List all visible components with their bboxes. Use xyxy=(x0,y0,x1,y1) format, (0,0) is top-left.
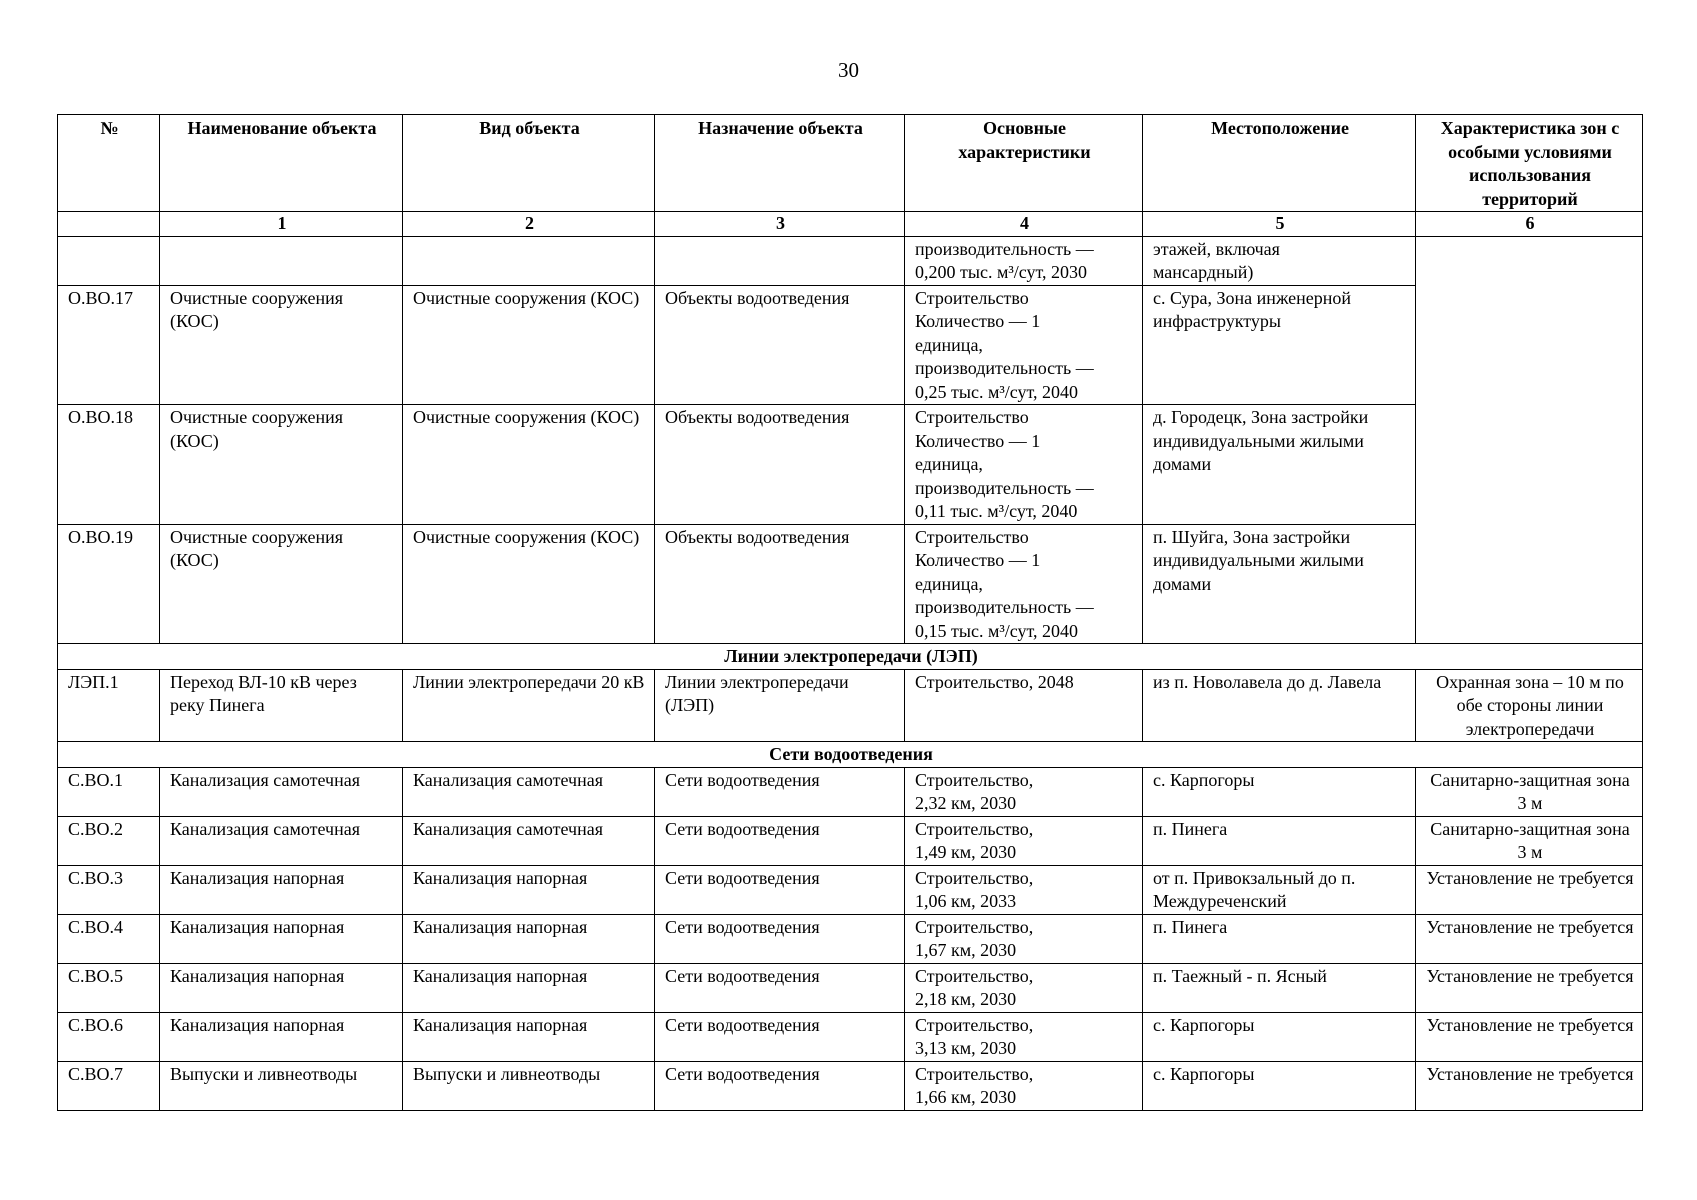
cell-zone: Установление не требуется xyxy=(1416,865,1643,914)
cell-name: Выпуски и ливнеотводы xyxy=(160,1061,403,1110)
cell-characteristics: Строительство, 1,66 км, 2030 xyxy=(905,1061,1143,1110)
cell-number xyxy=(58,236,160,285)
cell-zone: Установление не требуется xyxy=(1416,914,1643,963)
cell-location: п. Таежный - п. Ясный xyxy=(1143,963,1416,1012)
cell-type: Канализация самотечная xyxy=(403,767,655,816)
cell-location: этажей, включая мансардный) xyxy=(1143,236,1416,285)
header-location: Местоположение xyxy=(1143,115,1416,212)
section-title-sewer-networks: Сети водоотведения xyxy=(58,742,1643,768)
cell-characteristics: Строительство Количество — 1 единица, производительность — 0,25 тыс. м³/сут, 2040 xyxy=(905,285,1143,405)
column-number: 6 xyxy=(1416,212,1643,237)
table-row xyxy=(58,405,1643,525)
header-zones: Характеристика зон с особыми условиями использования территорий xyxy=(1416,115,1643,212)
cell-zone: Установление не требуется xyxy=(1416,1012,1643,1061)
cell-name: Канализация напорная xyxy=(160,963,403,1012)
cell-number: О.ВО.17 xyxy=(58,285,160,405)
cell-name xyxy=(160,236,403,285)
column-numbers-row xyxy=(58,212,1643,237)
cell-name: Переход ВЛ-10 кВ через реку Пинега xyxy=(160,669,403,742)
section-row xyxy=(58,742,1643,768)
cell-purpose xyxy=(655,236,905,285)
cell-location: с. Карпогоры xyxy=(1143,1061,1416,1110)
column-number xyxy=(58,212,160,237)
cell-name: Канализация самотечная xyxy=(160,767,403,816)
column-number: 1 xyxy=(160,212,403,237)
cell-location: из п. Новолавела до д. Лавела xyxy=(1143,669,1416,742)
cell-characteristics: Строительство Количество — 1 единица, производительность — 0,15 тыс. м³/сут, 2040 xyxy=(905,524,1143,644)
cell-name: Канализация напорная xyxy=(160,914,403,963)
cell-type: Очистные сооружения (КОС) xyxy=(403,285,655,405)
cell-type: Очистные сооружения (КОС) xyxy=(403,405,655,525)
cell-characteristics: Строительство, 2,18 км, 2030 xyxy=(905,963,1143,1012)
header-object-type: Вид объекта xyxy=(403,115,655,212)
cell-purpose: Сети водоотведения xyxy=(655,1012,905,1061)
cell-zone: Санитарно-защитная зона 3 м xyxy=(1416,816,1643,865)
cell-purpose: Сети водоотведения xyxy=(655,1061,905,1110)
cell-purpose: Линии электропередачи (ЛЭП) xyxy=(655,669,905,742)
cell-number: С.ВО.4 xyxy=(58,914,160,963)
header-row xyxy=(58,115,1643,212)
cell-location: с. Карпогоры xyxy=(1143,1012,1416,1061)
cell-number: С.ВО.5 xyxy=(58,963,160,1012)
table-row xyxy=(58,524,1643,644)
section-title-power-lines: Линии электропередачи (ЛЭП) xyxy=(58,644,1643,670)
header-object-purpose: Назначение объекта xyxy=(655,115,905,212)
table-row xyxy=(58,963,1643,1012)
cell-type: Канализация напорная xyxy=(403,914,655,963)
table-row xyxy=(58,1012,1643,1061)
table-row xyxy=(58,669,1643,742)
cell-number: С.ВО.1 xyxy=(58,767,160,816)
cell-characteristics: Строительство, 2048 xyxy=(905,669,1143,742)
cell-type: Канализация самотечная xyxy=(403,816,655,865)
cell-number: С.ВО.3 xyxy=(58,865,160,914)
cell-characteristics: Строительство Количество — 1 единица, производительность — 0,11 тыс. м³/сут, 2040 xyxy=(905,405,1143,525)
cell-zone: Установление не требуется xyxy=(1416,963,1643,1012)
column-number: 3 xyxy=(655,212,905,237)
cell-number: О.ВО.18 xyxy=(58,405,160,525)
cell-zone: Санитарно-защитная зона 3 м xyxy=(1416,767,1643,816)
table-row xyxy=(58,767,1643,816)
cell-number: ЛЭП.1 xyxy=(58,669,160,742)
cell-zone-merged xyxy=(1416,236,1643,644)
section-row xyxy=(58,644,1643,670)
cell-purpose: Сети водоотведения xyxy=(655,816,905,865)
column-number: 4 xyxy=(905,212,1143,237)
table-row xyxy=(58,865,1643,914)
cell-zone: Охранная зона – 10 м по обе стороны линии электропередачи xyxy=(1416,669,1643,742)
table-row xyxy=(58,914,1643,963)
objects-table xyxy=(57,114,1643,1111)
header-object-name: Наименование объекта xyxy=(160,115,403,212)
cell-name: Канализация напорная xyxy=(160,865,403,914)
header-characteristics: Основные характеристики xyxy=(905,115,1143,212)
cell-name: Канализация напорная xyxy=(160,1012,403,1061)
cell-name: Очистные сооружения (КОС) xyxy=(160,285,403,405)
cell-number: О.ВО.19 xyxy=(58,524,160,644)
cell-location: с. Сура, Зона инженерной инфраструктуры xyxy=(1143,285,1416,405)
column-number: 2 xyxy=(403,212,655,237)
cell-type: Линии электропередачи 20 кВ xyxy=(403,669,655,742)
cell-purpose: Объекты водоотведения xyxy=(655,524,905,644)
cell-type: Очистные сооружения (КОС) xyxy=(403,524,655,644)
cell-location: п. Пинега xyxy=(1143,816,1416,865)
cell-number: С.ВО.2 xyxy=(58,816,160,865)
cell-type xyxy=(403,236,655,285)
cell-characteristics: производительность — 0,200 тыс. м³/сут, 2030 xyxy=(905,236,1143,285)
table-row xyxy=(58,1061,1643,1110)
cell-characteristics: Строительство, 1,49 км, 2030 xyxy=(905,816,1143,865)
table-row xyxy=(58,285,1643,405)
cell-name: Канализация самотечная xyxy=(160,816,403,865)
cell-type: Канализация напорная xyxy=(403,865,655,914)
cell-type: Канализация напорная xyxy=(403,963,655,1012)
cell-name: Очистные сооружения (КОС) xyxy=(160,405,403,525)
header-number: № xyxy=(58,115,160,212)
table-row xyxy=(58,236,1643,285)
cell-characteristics: Строительство, 1,67 км, 2030 xyxy=(905,914,1143,963)
cell-location: д. Городецк, Зона застройки индивидуальными жилыми домами xyxy=(1143,405,1416,525)
cell-zone: Установление не требуется xyxy=(1416,1061,1643,1110)
cell-number: С.ВО.7 xyxy=(58,1061,160,1110)
cell-location: п. Пинега xyxy=(1143,914,1416,963)
cell-number: С.ВО.6 xyxy=(58,1012,160,1061)
cell-purpose: Объекты водоотведения xyxy=(655,285,905,405)
column-number: 5 xyxy=(1143,212,1416,237)
cell-location: с. Карпогоры xyxy=(1143,767,1416,816)
cell-characteristics: Строительство, 3,13 км, 2030 xyxy=(905,1012,1143,1061)
cell-purpose: Сети водоотведения xyxy=(655,914,905,963)
page-number: 30 xyxy=(838,58,859,82)
cell-location: от п. Привокзальный до п. Междуреченский xyxy=(1143,865,1416,914)
cell-type: Канализация напорная xyxy=(403,1012,655,1061)
cell-characteristics: Строительство, 2,32 км, 2030 xyxy=(905,767,1143,816)
cell-characteristics: Строительство, 1,06 км, 2033 xyxy=(905,865,1143,914)
cell-location: п. Шуйга, Зона застройки индивидуальными жилыми домами xyxy=(1143,524,1416,644)
cell-purpose: Сети водоотведения xyxy=(655,767,905,816)
cell-type: Выпуски и ливнеотводы xyxy=(403,1061,655,1110)
cell-purpose: Сети водоотведения xyxy=(655,865,905,914)
cell-purpose: Сети водоотведения xyxy=(655,963,905,1012)
table-row xyxy=(58,816,1643,865)
cell-purpose: Объекты водоотведения xyxy=(655,405,905,525)
cell-name: Очистные сооружения (КОС) xyxy=(160,524,403,644)
